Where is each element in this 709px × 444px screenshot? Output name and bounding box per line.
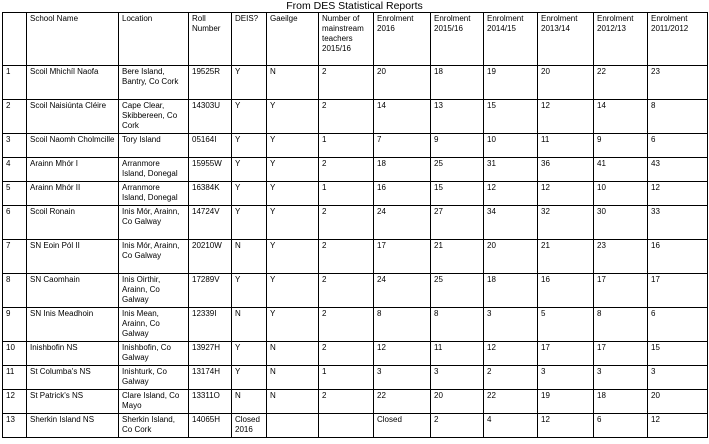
table-cell: Closed — [374, 414, 431, 438]
table-cell: 15 — [648, 342, 708, 366]
table-cell: N — [267, 66, 319, 100]
table-cell: Inis Mean, Arainn, Co Galway — [119, 308, 189, 342]
table-body — [3, 66, 708, 438]
table-cell: 24 — [374, 274, 431, 308]
table-cell: 41 — [594, 158, 648, 182]
school-enrolment-table — [2, 12, 708, 438]
table-cell: Y — [232, 158, 267, 182]
table-row — [3, 100, 708, 134]
table-row — [3, 308, 708, 342]
table-cell: Y — [267, 206, 319, 240]
table-cell: 12 — [538, 100, 594, 134]
table-cell: 13 — [431, 100, 484, 134]
table-cell: 19 — [538, 390, 594, 414]
table-cell: 2 — [319, 100, 374, 134]
table-cell: 20 — [374, 66, 431, 100]
table-cell: 25 — [431, 274, 484, 308]
table-cell: 2 — [319, 274, 374, 308]
header-cell-enrolment-2014-15: Enrolment 2014/15 — [484, 13, 538, 66]
table-cell: 21 — [538, 240, 594, 274]
table-cell: 11 — [538, 134, 594, 158]
table-cell: Y — [232, 134, 267, 158]
table-row — [3, 342, 708, 366]
table-row — [3, 66, 708, 100]
table-cell: 9 — [594, 134, 648, 158]
table-cell: 20 — [431, 390, 484, 414]
table-cell: 12 — [648, 414, 708, 438]
table-cell: 13174H — [189, 366, 232, 390]
table-cell: Arainn Mhór II — [27, 182, 119, 206]
table-cell: Scoil Naomh Cholmcille — [27, 134, 119, 158]
table-cell: St Patrick's NS — [27, 390, 119, 414]
table-cell: 43 — [648, 158, 708, 182]
table-cell: 8 — [594, 308, 648, 342]
header-cell-school-name: School Name — [27, 13, 119, 66]
header-cell-roll-number: Roll Number — [189, 13, 232, 66]
header-cell-index — [3, 13, 27, 66]
table-cell: Inishturk, Co Galway — [119, 366, 189, 390]
table-cell: 05164I — [189, 134, 232, 158]
table-cell: Inis Oirthir, Arainn, Co Galway — [119, 274, 189, 308]
table-cell: 12339I — [189, 308, 232, 342]
table-cell: SN Inis Meadhoin — [27, 308, 119, 342]
table-cell — [319, 414, 374, 438]
table-cell: Y — [232, 100, 267, 134]
table-cell: 9 — [431, 134, 484, 158]
table-cell: Inishbofin, Co Galway — [119, 342, 189, 366]
table-cell: 23 — [594, 240, 648, 274]
table-cell: 14 — [374, 100, 431, 134]
table-cell: 16 — [374, 182, 431, 206]
table-cell: SN Caomhain — [27, 274, 119, 308]
table-cell: Sherkin Island NS — [27, 414, 119, 438]
table-cell: 17 — [374, 240, 431, 274]
table-cell: 34 — [484, 206, 538, 240]
table-cell: 3 — [374, 366, 431, 390]
table-cell: 19 — [484, 66, 538, 100]
table-row — [3, 134, 708, 158]
table-cell: Y — [232, 274, 267, 308]
table-cell: N — [232, 390, 267, 414]
table-cell: Y — [267, 240, 319, 274]
table-cell: Clare Island, Co Mayo — [119, 390, 189, 414]
table-cell: Y — [232, 66, 267, 100]
table-cell: Closed 2016 — [232, 414, 267, 438]
table-caption: From DES Statistical Reports — [286, 0, 423, 12]
table-cell: Scoil Mhichíl Naofa — [27, 66, 119, 100]
table-cell: Arainn Mhór I — [27, 158, 119, 182]
table-cell: Y — [232, 182, 267, 206]
table-cell: 2 — [319, 66, 374, 100]
table-cell: 14724V — [189, 206, 232, 240]
table-cell: 14065H — [189, 414, 232, 438]
table-cell: 1 — [3, 66, 27, 100]
table-cell: 3 — [431, 366, 484, 390]
table-cell: 7 — [3, 240, 27, 274]
table-cell: 20 — [538, 66, 594, 100]
table-cell: 12 — [3, 390, 27, 414]
header-cell-enrolment-2011-2012: Enrolment 2011/2012 — [648, 13, 708, 66]
table-cell: 33 — [648, 206, 708, 240]
table-cell: 12 — [648, 182, 708, 206]
table-cell: 17 — [594, 274, 648, 308]
table-cell: 10 — [3, 342, 27, 366]
table-cell: 11 — [431, 342, 484, 366]
table-cell: Y — [267, 158, 319, 182]
table-cell: 6 — [648, 134, 708, 158]
table-cell: 19525R — [189, 66, 232, 100]
table-cell: Cape Clear, Skibbereen, Co Cork — [119, 100, 189, 134]
table-cell: 4 — [3, 158, 27, 182]
table-cell: 2 — [319, 342, 374, 366]
table-cell: 13311O — [189, 390, 232, 414]
table-cell: Tory Island — [119, 134, 189, 158]
header-cell-deis: DEIS? — [232, 13, 267, 66]
table-row — [3, 274, 708, 308]
table-cell: Bere Island, Bantry, Co Cork — [119, 66, 189, 100]
table-cell: 8 — [3, 274, 27, 308]
table-cell: 23 — [648, 66, 708, 100]
table-cell: 16384K — [189, 182, 232, 206]
table-cell: 15 — [431, 182, 484, 206]
table-cell: 6 — [648, 308, 708, 342]
table-cell: 5 — [538, 308, 594, 342]
table-cell: 1 — [319, 134, 374, 158]
table-cell: 8 — [648, 100, 708, 134]
table-cell: Y — [267, 182, 319, 206]
table-cell: Y — [232, 342, 267, 366]
table-cell: Arranmore Island, Donegal — [119, 182, 189, 206]
table-cell: Inishbofin NS — [27, 342, 119, 366]
table-cell: Y — [267, 274, 319, 308]
header-row — [3, 13, 708, 66]
table-cell: 36 — [538, 158, 594, 182]
table-cell: 1 — [319, 366, 374, 390]
table-cell: 2 — [319, 390, 374, 414]
table-cell: 18 — [594, 390, 648, 414]
table-cell: 25 — [431, 158, 484, 182]
table-cell: 17 — [648, 274, 708, 308]
table-cell: Scoil Ronain — [27, 206, 119, 240]
table-cell: 12 — [538, 414, 594, 438]
table-cell: Y — [232, 366, 267, 390]
table-row — [3, 390, 708, 414]
header-cell-gaeilge: Gaeilge — [267, 13, 319, 66]
table-cell: N — [232, 308, 267, 342]
table-row — [3, 240, 708, 274]
table-cell: 20210W — [189, 240, 232, 274]
table-cell: 18 — [431, 66, 484, 100]
table-row — [3, 182, 708, 206]
table-cell: 10 — [594, 182, 648, 206]
table-cell — [267, 414, 319, 438]
table-cell: 13927H — [189, 342, 232, 366]
table-cell: N — [232, 240, 267, 274]
table-cell: 12 — [484, 182, 538, 206]
table-cell: 2 — [431, 414, 484, 438]
table-cell: Inis Mór, Arainn, Co Galway — [119, 240, 189, 274]
header-cell-location: Location — [119, 13, 189, 66]
table-cell: 17289V — [189, 274, 232, 308]
table-cell: 12 — [374, 342, 431, 366]
table-cell: 9 — [3, 308, 27, 342]
table-cell: SN Eoin Pól II — [27, 240, 119, 274]
table-cell: N — [267, 366, 319, 390]
table-cell: 20 — [648, 390, 708, 414]
table-cell: Y — [267, 134, 319, 158]
table-cell: 12 — [538, 182, 594, 206]
table-cell: 30 — [594, 206, 648, 240]
table-row — [3, 366, 708, 390]
table-cell: Inis Mór, Arainn, Co Galway — [119, 206, 189, 240]
table-cell: 16 — [648, 240, 708, 274]
table-cell: 12 — [484, 342, 538, 366]
table-cell: 3 — [484, 308, 538, 342]
table-cell: 11 — [3, 366, 27, 390]
table-cell: 7 — [374, 134, 431, 158]
table-cell: 16 — [538, 274, 594, 308]
table-cell: 3 — [538, 366, 594, 390]
table-cell: 14 — [594, 100, 648, 134]
table-cell: 3 — [648, 366, 708, 390]
header-cell-enrolment-2012-13: Enrolment 2012/13 — [594, 13, 648, 66]
table-cell: Y — [267, 308, 319, 342]
table-cell: 32 — [538, 206, 594, 240]
table-row — [3, 414, 708, 438]
table-cell: Scoil Naisiúnta Cléire — [27, 100, 119, 134]
table-cell: 10 — [484, 134, 538, 158]
table-cell: 1 — [319, 182, 374, 206]
table-cell: 15955W — [189, 158, 232, 182]
table-cell: Y — [267, 100, 319, 134]
table-cell: 20 — [484, 240, 538, 274]
table-cell: 3 — [594, 366, 648, 390]
table-cell: 17 — [594, 342, 648, 366]
table-cell: 4 — [484, 414, 538, 438]
table-cell: N — [267, 390, 319, 414]
table-cell: 17 — [538, 342, 594, 366]
header-cell-enrolment-2016: Enrolment 2016 — [374, 13, 431, 66]
table-cell: Sherkin Island, Co Cork — [119, 414, 189, 438]
table-cell: 5 — [3, 182, 27, 206]
table-cell: 6 — [594, 414, 648, 438]
table-cell: N — [267, 342, 319, 366]
header-cell-enrolment-2013-14: Enrolment 2013/14 — [538, 13, 594, 66]
table-cell: 22 — [594, 66, 648, 100]
header-cell-enrolment-2015-16: Enrolment 2015/16 — [431, 13, 484, 66]
table-cell: 2 — [319, 158, 374, 182]
table-cell: 2 — [319, 240, 374, 274]
table-row — [3, 206, 708, 240]
table-cell: 21 — [431, 240, 484, 274]
table-cell: Arranmore Island, Donegal — [119, 158, 189, 182]
table-cell: 22 — [484, 390, 538, 414]
table-cell: 2 — [319, 206, 374, 240]
table-cell: 14303U — [189, 100, 232, 134]
table-cell: 15 — [484, 100, 538, 134]
table-cell: 2 — [484, 366, 538, 390]
table-cell: 3 — [3, 134, 27, 158]
table-cell: 24 — [374, 206, 431, 240]
table-cell: 22 — [374, 390, 431, 414]
table-cell: 6 — [3, 206, 27, 240]
table-cell: 18 — [484, 274, 538, 308]
table-cell: St Columba's NS — [27, 366, 119, 390]
table-cell: 27 — [431, 206, 484, 240]
table-cell: 2 — [3, 100, 27, 134]
table-cell: 31 — [484, 158, 538, 182]
header-cell-teachers: Number of mainstream teachers 2015/16 — [319, 13, 374, 66]
table-cell: Y — [232, 206, 267, 240]
table-cell: 13 — [3, 414, 27, 438]
table-row — [3, 158, 708, 182]
table-cell: 8 — [374, 308, 431, 342]
table-cell: 8 — [431, 308, 484, 342]
table-cell: 2 — [319, 308, 374, 342]
table-cell: 18 — [374, 158, 431, 182]
